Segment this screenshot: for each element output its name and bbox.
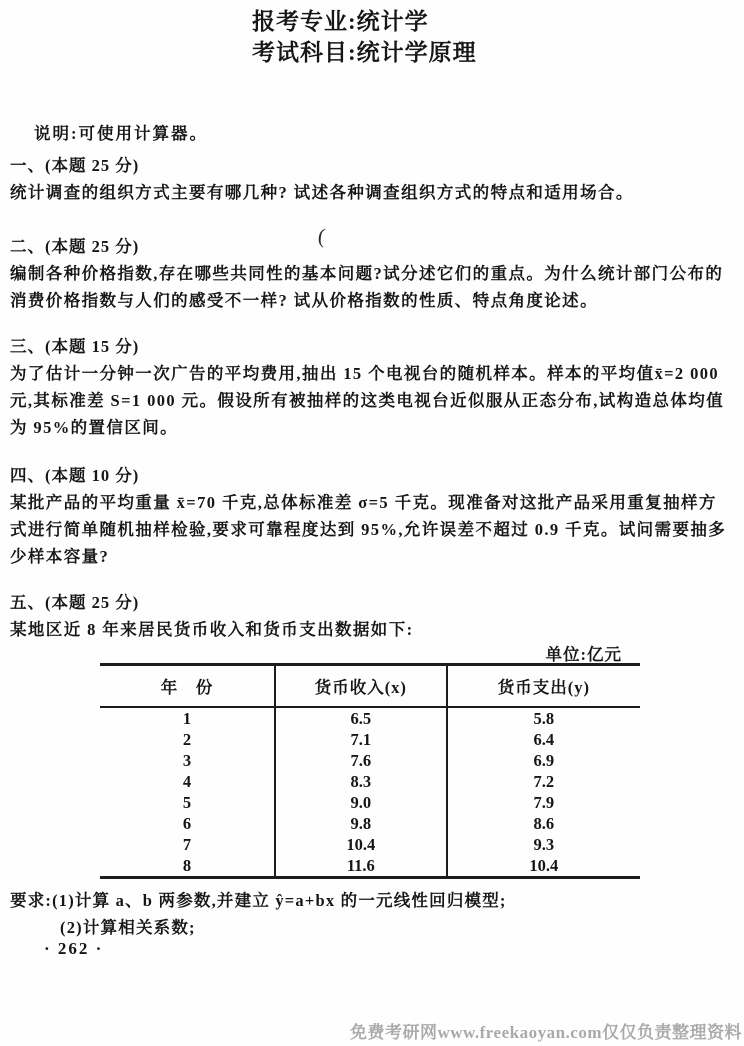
income-cell: 7.6 bbox=[275, 750, 447, 771]
table-row bbox=[100, 855, 640, 878]
year-cell: 1 bbox=[182, 709, 192, 728]
income-expense-table bbox=[100, 663, 640, 879]
income-cell: 8.3 bbox=[275, 771, 447, 792]
requirement-1: 要求:(1)计算 a、b 两参数,并建立 ŷ=a+bx 的一元线性回归模型; bbox=[10, 891, 507, 910]
expense-cell: 10.4 bbox=[447, 855, 640, 878]
table-body bbox=[100, 707, 640, 878]
question-4-text-line3: 少样本容量? bbox=[10, 547, 110, 566]
year-cell: 3 bbox=[182, 751, 192, 770]
table-row bbox=[100, 750, 640, 771]
income-cell: 7.1 bbox=[275, 729, 447, 750]
table-row bbox=[100, 729, 640, 750]
instruction-note: 说明:可使用计算器。 bbox=[34, 124, 208, 143]
table-row bbox=[100, 813, 640, 834]
expense-cell: 7.9 bbox=[447, 792, 640, 813]
col-header-year: 年 份 bbox=[100, 665, 275, 708]
income-cell: 6.5 bbox=[275, 707, 447, 729]
expense-cell: 8.6 bbox=[447, 813, 640, 834]
income-cell: 10.4 bbox=[275, 834, 447, 855]
question-2 bbox=[10, 233, 734, 314]
exam-subject-title: 考试科目:统计学原理 bbox=[252, 40, 477, 65]
expense-cell: 7.2 bbox=[447, 771, 640, 792]
requirements-block bbox=[10, 887, 734, 941]
question-4-text-line1: 某批产品的平均重量 x̄=70 千克,总体标准差 σ=5 千克。现准备对这批产品采用重复抽样方 bbox=[10, 493, 717, 512]
page-number: · 262 · bbox=[44, 939, 104, 958]
table-row bbox=[100, 707, 640, 729]
question-3-text-line2: 元,其标准差 S=1 000 元。假设所有被抽样的这类电视台近似服从正态分布,试构造总体均值 bbox=[10, 391, 725, 410]
year-cell: 7 bbox=[182, 835, 192, 854]
income-cell: 9.8 bbox=[275, 813, 447, 834]
expense-cell: 9.3 bbox=[447, 834, 640, 855]
income-cell: 9.0 bbox=[275, 792, 447, 813]
question-3-heading: 三、(本题 15 分) bbox=[10, 337, 140, 356]
year-cell: 2 bbox=[182, 730, 192, 749]
expense-cell: 6.9 bbox=[447, 750, 640, 771]
question-3-text-line3: 为 95%的置信区间。 bbox=[10, 418, 179, 437]
question-5 bbox=[10, 589, 734, 643]
question-4 bbox=[10, 462, 734, 570]
question-2-heading: 二、(本题 25 分) bbox=[10, 237, 140, 256]
table-row bbox=[100, 771, 640, 792]
question-3-text-line1: 为了估计一分钟一次广告的平均费用,抽出 15 个电视台的随机样本。样本的平均值x̄=2 000 bbox=[10, 364, 720, 383]
question-3 bbox=[10, 333, 734, 441]
question-1-text: 统计调查的组织方式主要有哪几种? 试述各种调查组织方式的特点和适用场合。 bbox=[10, 183, 634, 202]
expense-cell: 6.4 bbox=[447, 729, 640, 750]
table-unit-label: 单位:亿元 bbox=[545, 645, 622, 664]
question-5-heading: 五、(本题 25 分) bbox=[10, 593, 140, 612]
exam-major-title: 报考专业:统计学 bbox=[252, 9, 429, 34]
exam-title-block bbox=[252, 6, 734, 68]
expense-cell: 5.8 bbox=[447, 707, 640, 729]
table-row bbox=[100, 792, 640, 813]
table-header-row bbox=[100, 665, 640, 708]
table-row bbox=[100, 834, 640, 855]
question-4-text-line2: 式进行简单随机抽样检验,要求可靠程度达到 95%,允许误差不超过 0.9 千克。试问需要抽多 bbox=[10, 520, 727, 539]
income-cell: 11.6 bbox=[275, 855, 447, 878]
year-cell: 4 bbox=[182, 772, 192, 791]
question-5-text: 某地区近 8 年来居民货币收入和货币支出数据如下: bbox=[10, 620, 414, 639]
question-2-text-line1: 编制各种价格指数,存在哪些共同性的基本问题?试分述它们的重点。为什么统计部门公布的 bbox=[10, 264, 724, 283]
year-cell: 5 bbox=[182, 793, 192, 812]
col-header-expense: 货币支出(y) bbox=[447, 665, 640, 708]
question-4-heading: 四、(本题 10 分) bbox=[10, 466, 140, 485]
question-1 bbox=[10, 152, 734, 206]
question-2-text-line2: 消费价格指数与人们的感受不一样? 试从价格指数的性质、特点角度论述。 bbox=[10, 291, 598, 310]
requirement-2: (2)计算相关系数; bbox=[60, 918, 196, 937]
col-header-income: 货币收入(x) bbox=[275, 665, 447, 708]
year-cell: 6 bbox=[182, 814, 192, 833]
stray-pen-mark: ( bbox=[316, 223, 327, 249]
year-cell: 8 bbox=[182, 856, 192, 875]
question-1-heading: 一、(本题 25 分) bbox=[10, 156, 140, 175]
watermark-text: 免费考研网www.freekaoyan.com仅仅负责整理资料 bbox=[350, 1023, 742, 1042]
